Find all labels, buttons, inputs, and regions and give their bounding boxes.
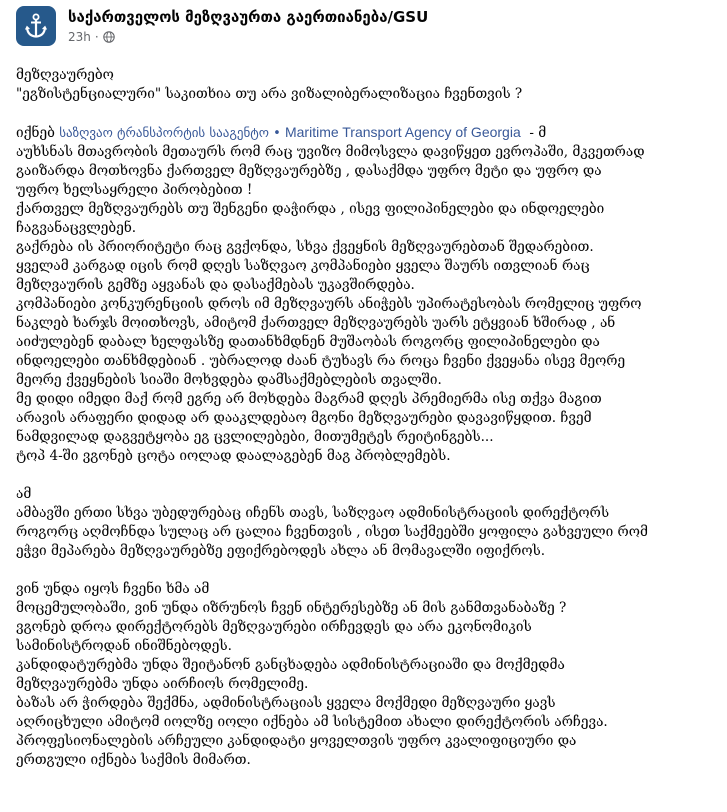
post-line: პროფესიონალების არჩეული კანდიდატი ყოველთვის უფრო კვალიფიციური და xyxy=(16,733,577,749)
post-line: გაიზარდა მოთხოვნა ქართველ მეზღვაურებზე , დასაქმდა უფრო მეტი და უფრო და xyxy=(16,163,602,179)
post-line: ერთგული იქნება საქმის მიმართ. xyxy=(16,752,251,768)
tail-text: - მ xyxy=(520,125,547,141)
post-line: მეზღვაურებმა უნდა აირჩიოს რომელიმე. xyxy=(16,676,309,692)
post-line: როგორც აღმოჩნდა სულაც არ ცალია ჩვენთვის , ისეთ საქმეებში ყოფილა გახვეული რომ xyxy=(16,524,648,540)
post-line: მეორე ქვეყნების სიაში მოხვდება დამსაქმებლების თვალში. xyxy=(16,372,442,388)
post-line: ამბავში ერთი სხვა უბედურებაც იჩენს თავს, საზღვაო ადმინისტრაციის დირექტორს xyxy=(16,505,610,521)
post-body xyxy=(16,66,716,789)
post-paragraph-4 xyxy=(16,580,716,770)
post-line: გაქრება ის პრიორიტეტი რაც გვქონდა, სხვა ქვეყნის მეზღვაურებთან შედარებით. xyxy=(16,239,594,255)
post-paragraph-2 xyxy=(16,123,716,466)
post-line: ვინ უნდა იყოს ჩვენი ხმა ამ xyxy=(16,581,210,597)
post-line: მე დიდი იმედი მაქ რომ ეგრე არ მოხდება მაგრამ დღეს პრემიერმა ისე თქვა მაგით xyxy=(16,391,602,407)
meta-separator: · xyxy=(94,30,99,44)
post-line: უფრო ხელსაყრელი პირობებით ! xyxy=(16,182,253,198)
tag-link-transport-agency-en[interactable]: Maritime Transport Agency of Georgia xyxy=(284,124,521,140)
tag-link-transport-agency-ka[interactable]: საზღვაო ტრანსპორტის სააგენტო xyxy=(59,126,270,141)
post-line: კანდიდატურებმა უნდა შეიტანონ განცხადება ადმინისტრაციაში და მოქმედმა xyxy=(16,657,565,673)
post-line: აღრიცხული ამიტომ იოლზე იოლი იქნება ამ სისტემით ახალი დირექტორის არჩევა. xyxy=(16,714,608,730)
intro-text: იქნებ xyxy=(16,125,60,141)
post-line: სამინისტროდან ინიშნებოდეს. xyxy=(16,638,232,654)
post-line: ყველამ კარგად იცის რომ დღეს საზღვაო კომპანიები ყველა შაურს ითვლიან რაც xyxy=(16,258,590,274)
post-line: ამ xyxy=(16,486,32,502)
post-meta xyxy=(68,30,115,44)
post-line: ვგონებ დროა დირექტორებს მეზღვაურები ირჩევდეს და არა ეკონომიკის xyxy=(16,619,532,635)
page-avatar[interactable] xyxy=(16,6,56,46)
post-paragraph-3 xyxy=(16,485,716,561)
post-line: ჩაგვანაცვლებენ. xyxy=(16,220,137,236)
anchor-icon xyxy=(21,11,51,41)
page-name[interactable]: საქართველოს მეზღვაურთა გაერთიანება/GSU xyxy=(68,8,429,26)
post-line: მეზღვაურის გემზე აყვანას და დასაქმებას უკავშირდება. xyxy=(16,277,415,293)
post-line: აუხსნას მთავრობის მეთაურს რომ რაც უვიზო მიმოსვლა დავიწყეთ ევროპაში, მკვეთრად xyxy=(16,144,645,160)
globe-icon[interactable] xyxy=(103,31,115,43)
post-line: ეჭვი მეპარება მეზღვაურებზე ეფიქრებოდეს ახლა ან მომავალში იფიქროს. xyxy=(16,543,546,559)
post-line: აიძულებენ დაბალ ხელფასზე დათანხმდნენ მუშაობას როგორც ფილიპინელები და xyxy=(16,334,600,350)
post-time[interactable]: 23h xyxy=(68,30,91,44)
tag-separator: • xyxy=(269,126,285,141)
post-line: არავის არაფერი დიდად არ დააკლდებაო მგონი მეზღვაურები დავავიწყდით. ჩვემ xyxy=(16,410,592,426)
post-line: ტოპ 4-ში ვგონებ ცოტა იოლად დაალაგებენ მაგ პრობლემებს. xyxy=(16,448,451,464)
post-line: კომპანიები კონკურენციის დროს იმ მეზღვაურს ანიჭებს უპირატესობას რომელიც უფრო xyxy=(16,296,642,312)
post-line: ინდოელები თანხმდებიან . უბრალოდ ძაან ტუხავს რა როცა ჩვენი ქვეყანა ისევ მეორე xyxy=(16,353,626,369)
post-line: "ეგზისტენციალური" საკითხია თუ არა ვიზალიბერალიზაცია ჩვენთვის ? xyxy=(16,86,523,102)
post-line: მოცემულობაში, ვინ უნდა იზრუნოს ჩვენ ინტერესებზე ან მის განმთვანაბაზე ? xyxy=(16,600,567,616)
post-header xyxy=(16,6,716,54)
post-line: ქართველ მეზღვაურებს თუ შენგენი დაჭირდა , ისევ ფილიპინელები და ინდოელები xyxy=(16,201,605,217)
post-line: ნაკლებ ხარჯს მოითხოვს, ამიტომ ქართველ მეზღვაურებს უარს ეტყვიან ხშირად , ან xyxy=(16,315,616,331)
post-line: მეზღვაურებო xyxy=(16,67,114,83)
post-line: ნამდვილად დაგვეტყობა ეგ ცვლილებები, მითუმეტეს რეიტინგებს... xyxy=(16,429,494,445)
post-line: ბაზას არ ჭირდება შექმნა, ადმინისტრაციას ყველა მოქმედი მეზღვაური ყავს xyxy=(16,695,556,711)
post-paragraph-1 xyxy=(16,66,716,104)
post-line-with-tags xyxy=(16,123,716,143)
